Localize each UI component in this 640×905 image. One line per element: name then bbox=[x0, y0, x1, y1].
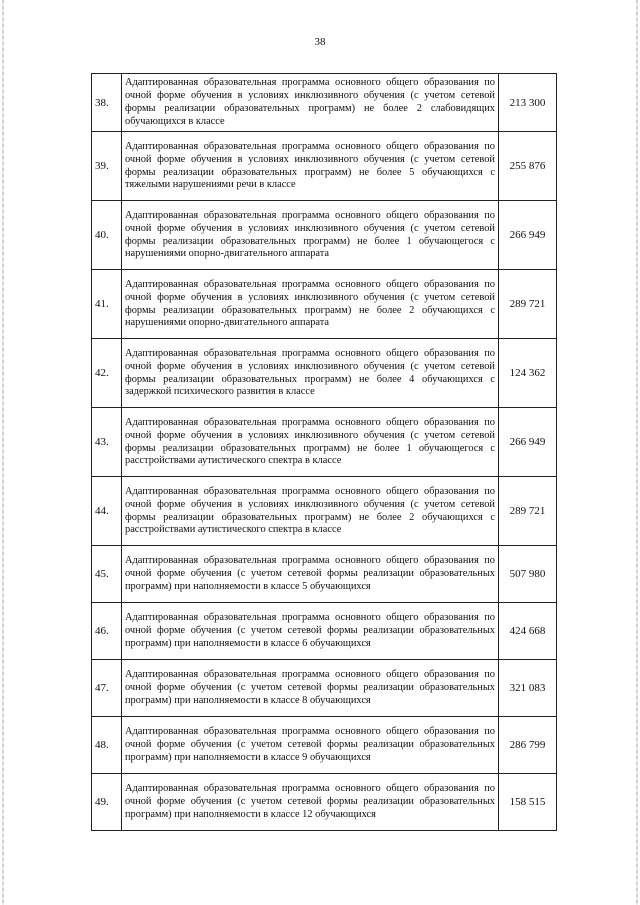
rate-value: 124 362 bbox=[499, 339, 557, 408]
row-number: 41. bbox=[92, 270, 122, 339]
program-description: Адаптированная образовательная программа основного общего образования по очной форме обучения (с учетом сетевой формы реализации образовательных программ) при наполняемости в классе 8 обучающихся bbox=[122, 660, 499, 717]
rate-value: 507 980 bbox=[499, 546, 557, 603]
row-number: 40. bbox=[92, 201, 122, 270]
program-description: Адаптированная образовательная программа основного общего образования по очной форме обучения в условиях инклюзивного обучения (с учетом сетевой формы реализации образовательных программ) не более 2 обучающихся с расстройствами аутистического спектра в классе bbox=[122, 477, 499, 546]
table-row bbox=[92, 546, 557, 603]
rate-value: 286 799 bbox=[499, 717, 557, 774]
row-number: 39. bbox=[92, 132, 122, 201]
scan-edge-right bbox=[636, 0, 638, 905]
program-description: Адаптированная образовательная программа основного общего образования по очной форме обучения (с учетом сетевой формы реализации образовательных программ) при наполняемости в классе 9 обучающихся bbox=[122, 717, 499, 774]
table-row bbox=[92, 408, 557, 477]
table-row bbox=[92, 717, 557, 774]
row-number: 48. bbox=[92, 717, 122, 774]
table-row bbox=[92, 270, 557, 339]
rate-value: 289 721 bbox=[499, 477, 557, 546]
table-row bbox=[92, 660, 557, 717]
program-description: Адаптированная образовательная программа основного общего образования по очной форме обучения (с учетом сетевой формы реализации образовательных программ) при наполняемости в классе 6 обучающихся bbox=[122, 603, 499, 660]
table-row bbox=[92, 132, 557, 201]
rate-value: 266 949 bbox=[499, 201, 557, 270]
table-row bbox=[92, 774, 557, 831]
rate-value: 321 083 bbox=[499, 660, 557, 717]
scan-edge-left bbox=[2, 0, 4, 905]
rate-value: 424 668 bbox=[499, 603, 557, 660]
table-row bbox=[92, 201, 557, 270]
rate-value: 255 876 bbox=[499, 132, 557, 201]
rates-table bbox=[91, 73, 557, 831]
program-description: Адаптированная образовательная программа основного общего образования по очной форме обучения в условиях инклюзивного обучения (с учетом сетевой формы реализации образовательных программ) не более 1 обучающегося с расстройствами аутистического спектра в классе bbox=[122, 408, 499, 477]
row-number: 43. bbox=[92, 408, 122, 477]
table-row bbox=[92, 339, 557, 408]
row-number: 49. bbox=[92, 774, 122, 831]
table-row bbox=[92, 477, 557, 546]
row-number: 42. bbox=[92, 339, 122, 408]
program-description: Адаптированная образовательная программа основного общего образования по очной форме обучения в условиях инклюзивного обучения (с учетом сетевой формы реализации образовательных программ) не более 5 обучающихся с тяжелыми нарушениями речи в классе bbox=[122, 132, 499, 201]
rate-value: 213 300 bbox=[499, 74, 557, 132]
rate-value: 266 949 bbox=[499, 408, 557, 477]
row-number: 47. bbox=[92, 660, 122, 717]
rate-value: 289 721 bbox=[499, 270, 557, 339]
row-number: 44. bbox=[92, 477, 122, 546]
table-row bbox=[92, 74, 557, 132]
row-number: 38. bbox=[92, 74, 122, 132]
row-number: 46. bbox=[92, 603, 122, 660]
program-description: Адаптированная образовательная программа основного общего образования по очной форме обучения в условиях инклюзивного обучения (с учетом сетевой формы реализации образовательных программ) не более 2 обучающихся с нарушениями опорно-двигательного аппарата bbox=[122, 270, 499, 339]
row-number: 45. bbox=[92, 546, 122, 603]
program-description: Адаптированная образовательная программа основного общего образования по очной форме обучения (с учетом сетевой формы реализации образовательных программ) при наполняемости в классе 5 обучающихся bbox=[122, 546, 499, 603]
program-description: Адаптированная образовательная программа основного общего образования по очной форме обучения в условиях инклюзивного обучения (с учетом сетевой формы реализации образовательных программ) не более 1 обучающегося с нарушениями опорно-двигательного аппарата bbox=[122, 201, 499, 270]
rate-value: 158 515 bbox=[499, 774, 557, 831]
program-description: Адаптированная образовательная программа основного общего образования по очной форме обучения (с учетом сетевой формы реализации образовательных программ) при наполняемости в классе 12 обучающихся bbox=[122, 774, 499, 831]
table-row bbox=[92, 603, 557, 660]
program-description: Адаптированная образовательная программа основного общего образования по очной форме обучения в условиях инклюзивного обучения (с учетом сетевой формы реализации образовательных программ) не более 4 обучающихся с задержкой психического развития в классе bbox=[122, 339, 499, 408]
page-number: 38 bbox=[314, 36, 326, 48]
program-description: Адаптированная образовательная программа основного общего образования по очной форме обучения в условиях инклюзивного обучения (с учетом сетевой формы реализации образовательных программ) не более 2 слабовидящих обучающихся в классе bbox=[122, 74, 499, 132]
